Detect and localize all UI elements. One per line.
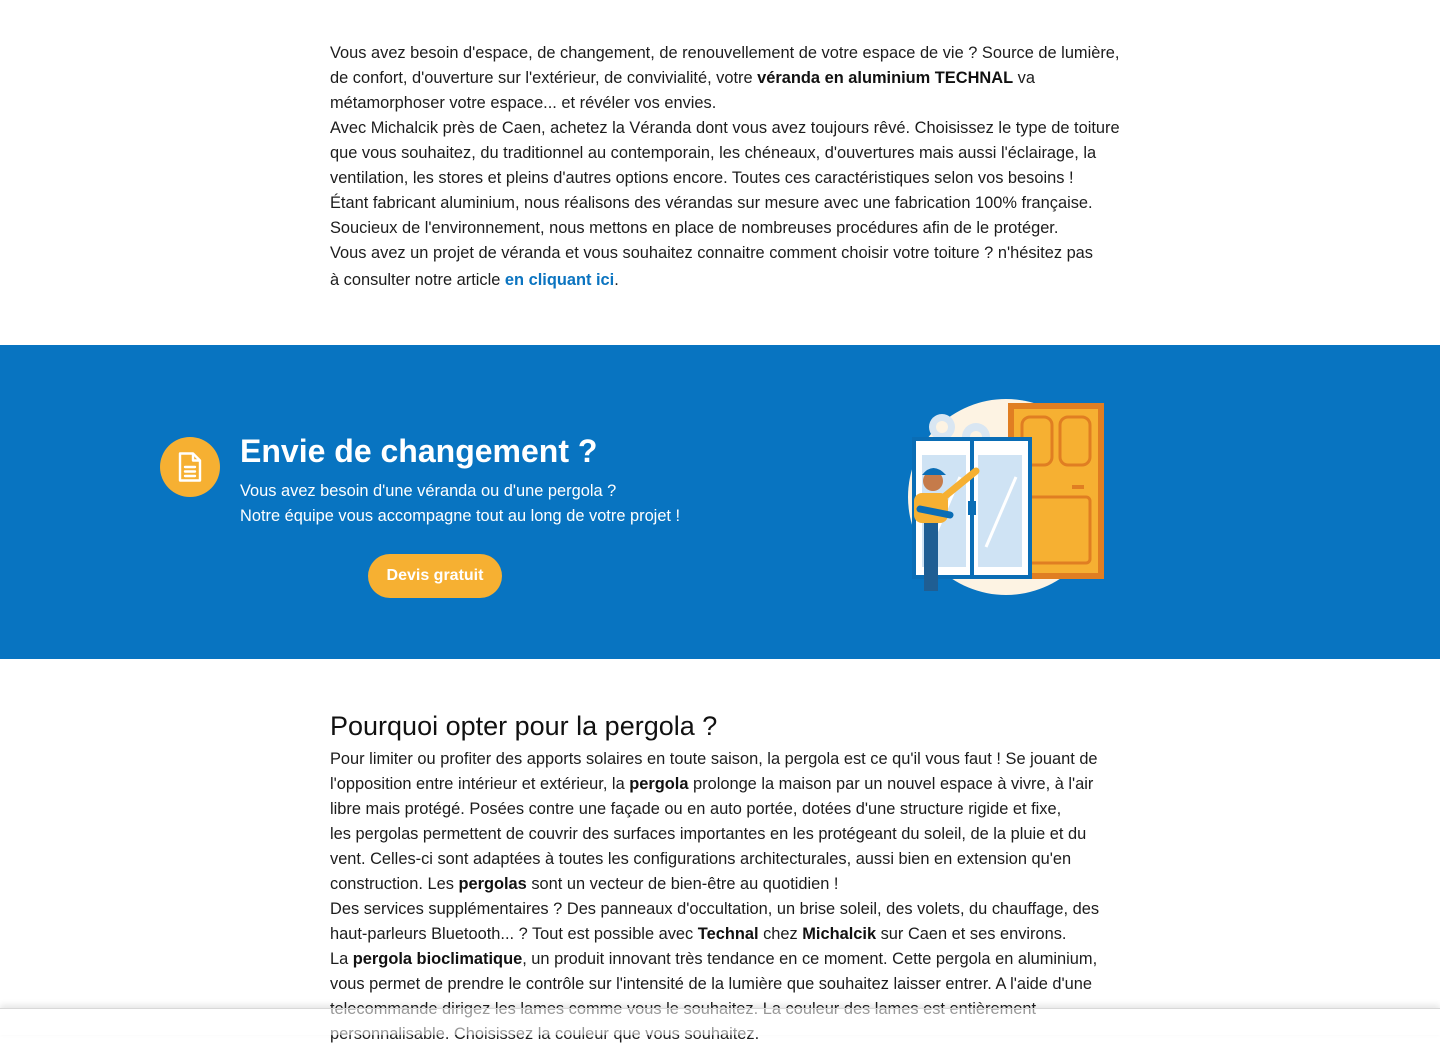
pergola-text: , un produit innovant très tendance en ce moment. Cette pergola en aluminium, — [522, 950, 1098, 968]
veranda-technal-strong: véranda en aluminium TECHNAL — [757, 69, 1014, 87]
window-door-illustration — [900, 397, 1110, 607]
intro-paragraph — [330, 41, 1120, 293]
free-quote-button[interactable]: Devis gratuit — [368, 554, 502, 598]
intro-line — [330, 66, 1120, 91]
pergola-text: sont un vecteur de bien-être au quotidien ! — [526, 875, 839, 893]
cta-subtitle — [240, 479, 680, 529]
cta-subtitle-line: Notre équipe vous accompagne tout au long de votre projet ! — [240, 507, 681, 525]
pergola-text: construction. Les — [330, 875, 459, 893]
document-icon — [160, 437, 220, 497]
pergola-line: vent. Celles-ci sont adaptées à toutes les configurations architecturales, aussi bien en extension qu'en — [330, 850, 1072, 868]
pergola-line: libre mais protégé. Posées contre une façade ou en auto portée, dotées d'une structure rigide et fixe, — [330, 800, 1062, 818]
article-link[interactable]: en cliquant ici — [504, 271, 615, 289]
cta-title: Envie de changement ? — [240, 433, 598, 469]
intro-line: Vous avez un projet de véranda et vous souhaitez connaitre comment choisir votre toiture ? n'hésitez pas — [330, 244, 1093, 262]
pergola-line: les pergolas permettent de couvrir des surfaces importantes en les protégeant du soleil, de la pluie et du — [330, 825, 1087, 843]
pergola-text: haut-parleurs Bluetooth... ? Tout est possible avec — [330, 925, 698, 943]
pergola-text: prolonge la maison par un nouvel espace à vivre, à l'air — [688, 775, 1094, 793]
intro-text: . — [614, 271, 619, 289]
cta-subtitle-line: Vous avez besoin d'une véranda ou d'une pergola ? — [240, 482, 617, 500]
pergola-text: sur Caen et ses environs. — [876, 925, 1067, 943]
intro-line: Avec Michalcik près de Caen, achetez la Véranda dont vous avez toujours rêvé. Choisissez le type de toiture — [330, 119, 1120, 137]
intro-line: métamorphoser votre espace... et révéler vos envies. — [330, 94, 717, 112]
intro-line — [330, 268, 1120, 293]
pergola-line — [330, 772, 1120, 797]
pergola-bioclimatique-strong: pergola bioclimatique — [352, 950, 523, 968]
michalcik-strong: Michalcik — [802, 925, 877, 943]
cta-banner — [0, 345, 1440, 659]
intro-line: que vous souhaitez, du traditionnel au contemporain, les chéneaux, d'ouvertures mais aussi l'éclairage, la — [330, 144, 1097, 162]
intro-line: Vous avez besoin d'espace, de changement, de renouvellement de votre espace de vie ? Source de lumière, — [330, 44, 1120, 62]
pergola-line — [330, 922, 1120, 947]
pergola-text: l'opposition entre intérieur et extérieur, la — [330, 775, 630, 793]
technal-strong: Technal — [697, 925, 759, 943]
pergolas-strong: pergolas — [458, 875, 527, 893]
pergola-line: vous permet de prendre le contrôle sur l'intensité de la lumière que souhaitez laisser entrer. A l'aide d'une — [330, 975, 1092, 993]
intro-line: Soucieux de l'environnement, nous mettons en place de nombreuses procédures afin de le protéger. — [330, 219, 1059, 237]
pergola-line — [330, 947, 1120, 972]
section-title: Pourquoi opter pour la pergola ? — [330, 711, 718, 741]
pergola-text: chez — [758, 925, 803, 943]
pergola-line — [330, 872, 1120, 897]
pergola-section — [330, 708, 1120, 1047]
pergola-strong: pergola — [629, 775, 689, 793]
intro-text: à consulter notre article — [330, 271, 505, 289]
pergola-line: Pour limiter ou profiter des apports solaires en toute saison, la pergola est ce qu'il vous faut ! Se jouant de — [330, 750, 1098, 768]
intro-line: ventilation, les stores et pleins d'autres options encore. Toutes ces caractéristiques selon vos besoins ! — [330, 169, 1074, 187]
intro-line: Étant fabricant aluminium, nous réalisons des vérandas sur mesure avec une fabrication 100% française. — [330, 194, 1093, 212]
pergola-line: Des services supplémentaires ? Des panneaux d'occultation, un brise soleil, des volets, du chauffage, des — [330, 900, 1100, 918]
intro-text: de confort, d'ouverture sur l'extérieur, de convivialité, votre — [330, 69, 758, 87]
intro-text: va — [1013, 69, 1035, 87]
scroll-fade-overlay — [0, 1008, 1440, 1035]
pergola-text: La — [330, 950, 353, 968]
